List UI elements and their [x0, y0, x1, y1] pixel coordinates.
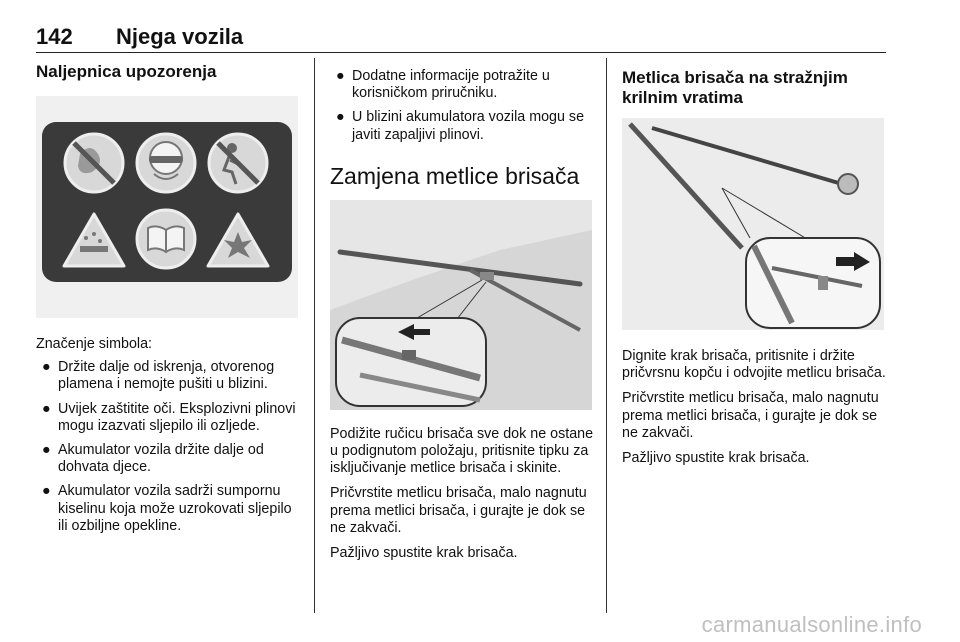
bullet-icon: ●	[42, 359, 51, 376]
watermark: carmanualsonline.info	[701, 612, 922, 637]
paragraph: Pažljivo spustite krak brisača.	[330, 545, 518, 562]
paragraph: Pričvrstite metlicu brisača, malo nagnutu prema metlici brisača, i gurajte je dok se ne zakvači.	[622, 390, 879, 441]
bullet-icon: ●	[336, 109, 345, 126]
manual-icon	[137, 210, 195, 268]
page-number: 142	[36, 24, 73, 49]
rear-wiper-illustration	[622, 118, 884, 330]
list-item	[36, 401, 298, 435]
paragraph: Pričvrstite metlicu brisača, malo nagnutu prema metlici brisača, i gurajte je dok se ne zakvači.	[330, 485, 587, 536]
section-heading-wiper-replacement: Zamjena metlice brisača	[330, 162, 580, 189]
column-divider	[314, 58, 315, 613]
page-header	[36, 22, 886, 53]
column-rear-wiper	[622, 68, 890, 467]
list-item-text: Akumulator vozila držite dalje od dohvata djece.	[58, 442, 264, 476]
list-item	[36, 483, 298, 535]
bullet-icon: ●	[42, 442, 51, 459]
symbols-intro: Značenje simbola:	[36, 336, 153, 352]
keep-children-away-icon	[209, 134, 267, 192]
paragraph: Dignite krak brisača, pritisnite i držite pričvrsnu kopču i odvojite metlicu brisača.	[622, 348, 886, 382]
section-heading-warning-label: Naljepnica upozorenja	[36, 62, 217, 81]
paragraph: Pažljivo spustite krak brisača.	[622, 450, 810, 467]
section-heading-rear-wiper: Metlica brisača na stražnjim krilnim vratima	[622, 68, 848, 107]
warning-label-illustration	[36, 96, 298, 318]
list-item	[330, 109, 595, 143]
list-item	[36, 359, 298, 393]
no-smoking-icon	[65, 134, 123, 192]
list-item-text: Uvijek zaštitite oči. Eksplozivni plinovi mogu izazvati sljepilo ili ozljede.	[58, 400, 296, 434]
list-item-text: Držite dalje od iskrenja, otvorenog plamena i nemojte pušiti u blizini.	[58, 359, 275, 393]
list-item	[36, 442, 298, 476]
bullet-icon: ●	[42, 483, 51, 500]
bullet-icon: ●	[336, 68, 345, 84]
bullet-icon: ●	[42, 400, 51, 417]
chapter-title: Njega vozila	[116, 24, 244, 49]
list-item-text: Dodatne informacije potražite u korisničkom priručniku.	[352, 68, 550, 102]
column-divider	[606, 58, 607, 613]
list-item	[330, 68, 595, 102]
list-item-text: Akumulator vozila sadrži sumpornu kiselinu koja može uzrokovati sljepilo ili ozbiljne opekline.	[58, 483, 292, 534]
front-wiper-illustration	[330, 200, 592, 410]
wiper-figure-rear	[622, 118, 884, 330]
warning-label-figure	[36, 96, 298, 318]
wiper-figure-front	[330, 200, 592, 410]
symbol-meanings-list	[36, 359, 298, 535]
column-battery-label	[36, 62, 298, 542]
paragraph: Podižite ručicu brisača sve dok ne ostane u podignutom položaju, pritisnite tipku za isključivanje metlice brisača i skinite.	[330, 425, 594, 477]
eye-protection-icon	[137, 134, 195, 192]
list-item-text: U blizini akumulatora vozila mogu se javiti zapaljivi plinovi.	[352, 109, 585, 143]
additional-info-list	[330, 68, 595, 144]
column-wiper-replacement	[330, 68, 595, 562]
